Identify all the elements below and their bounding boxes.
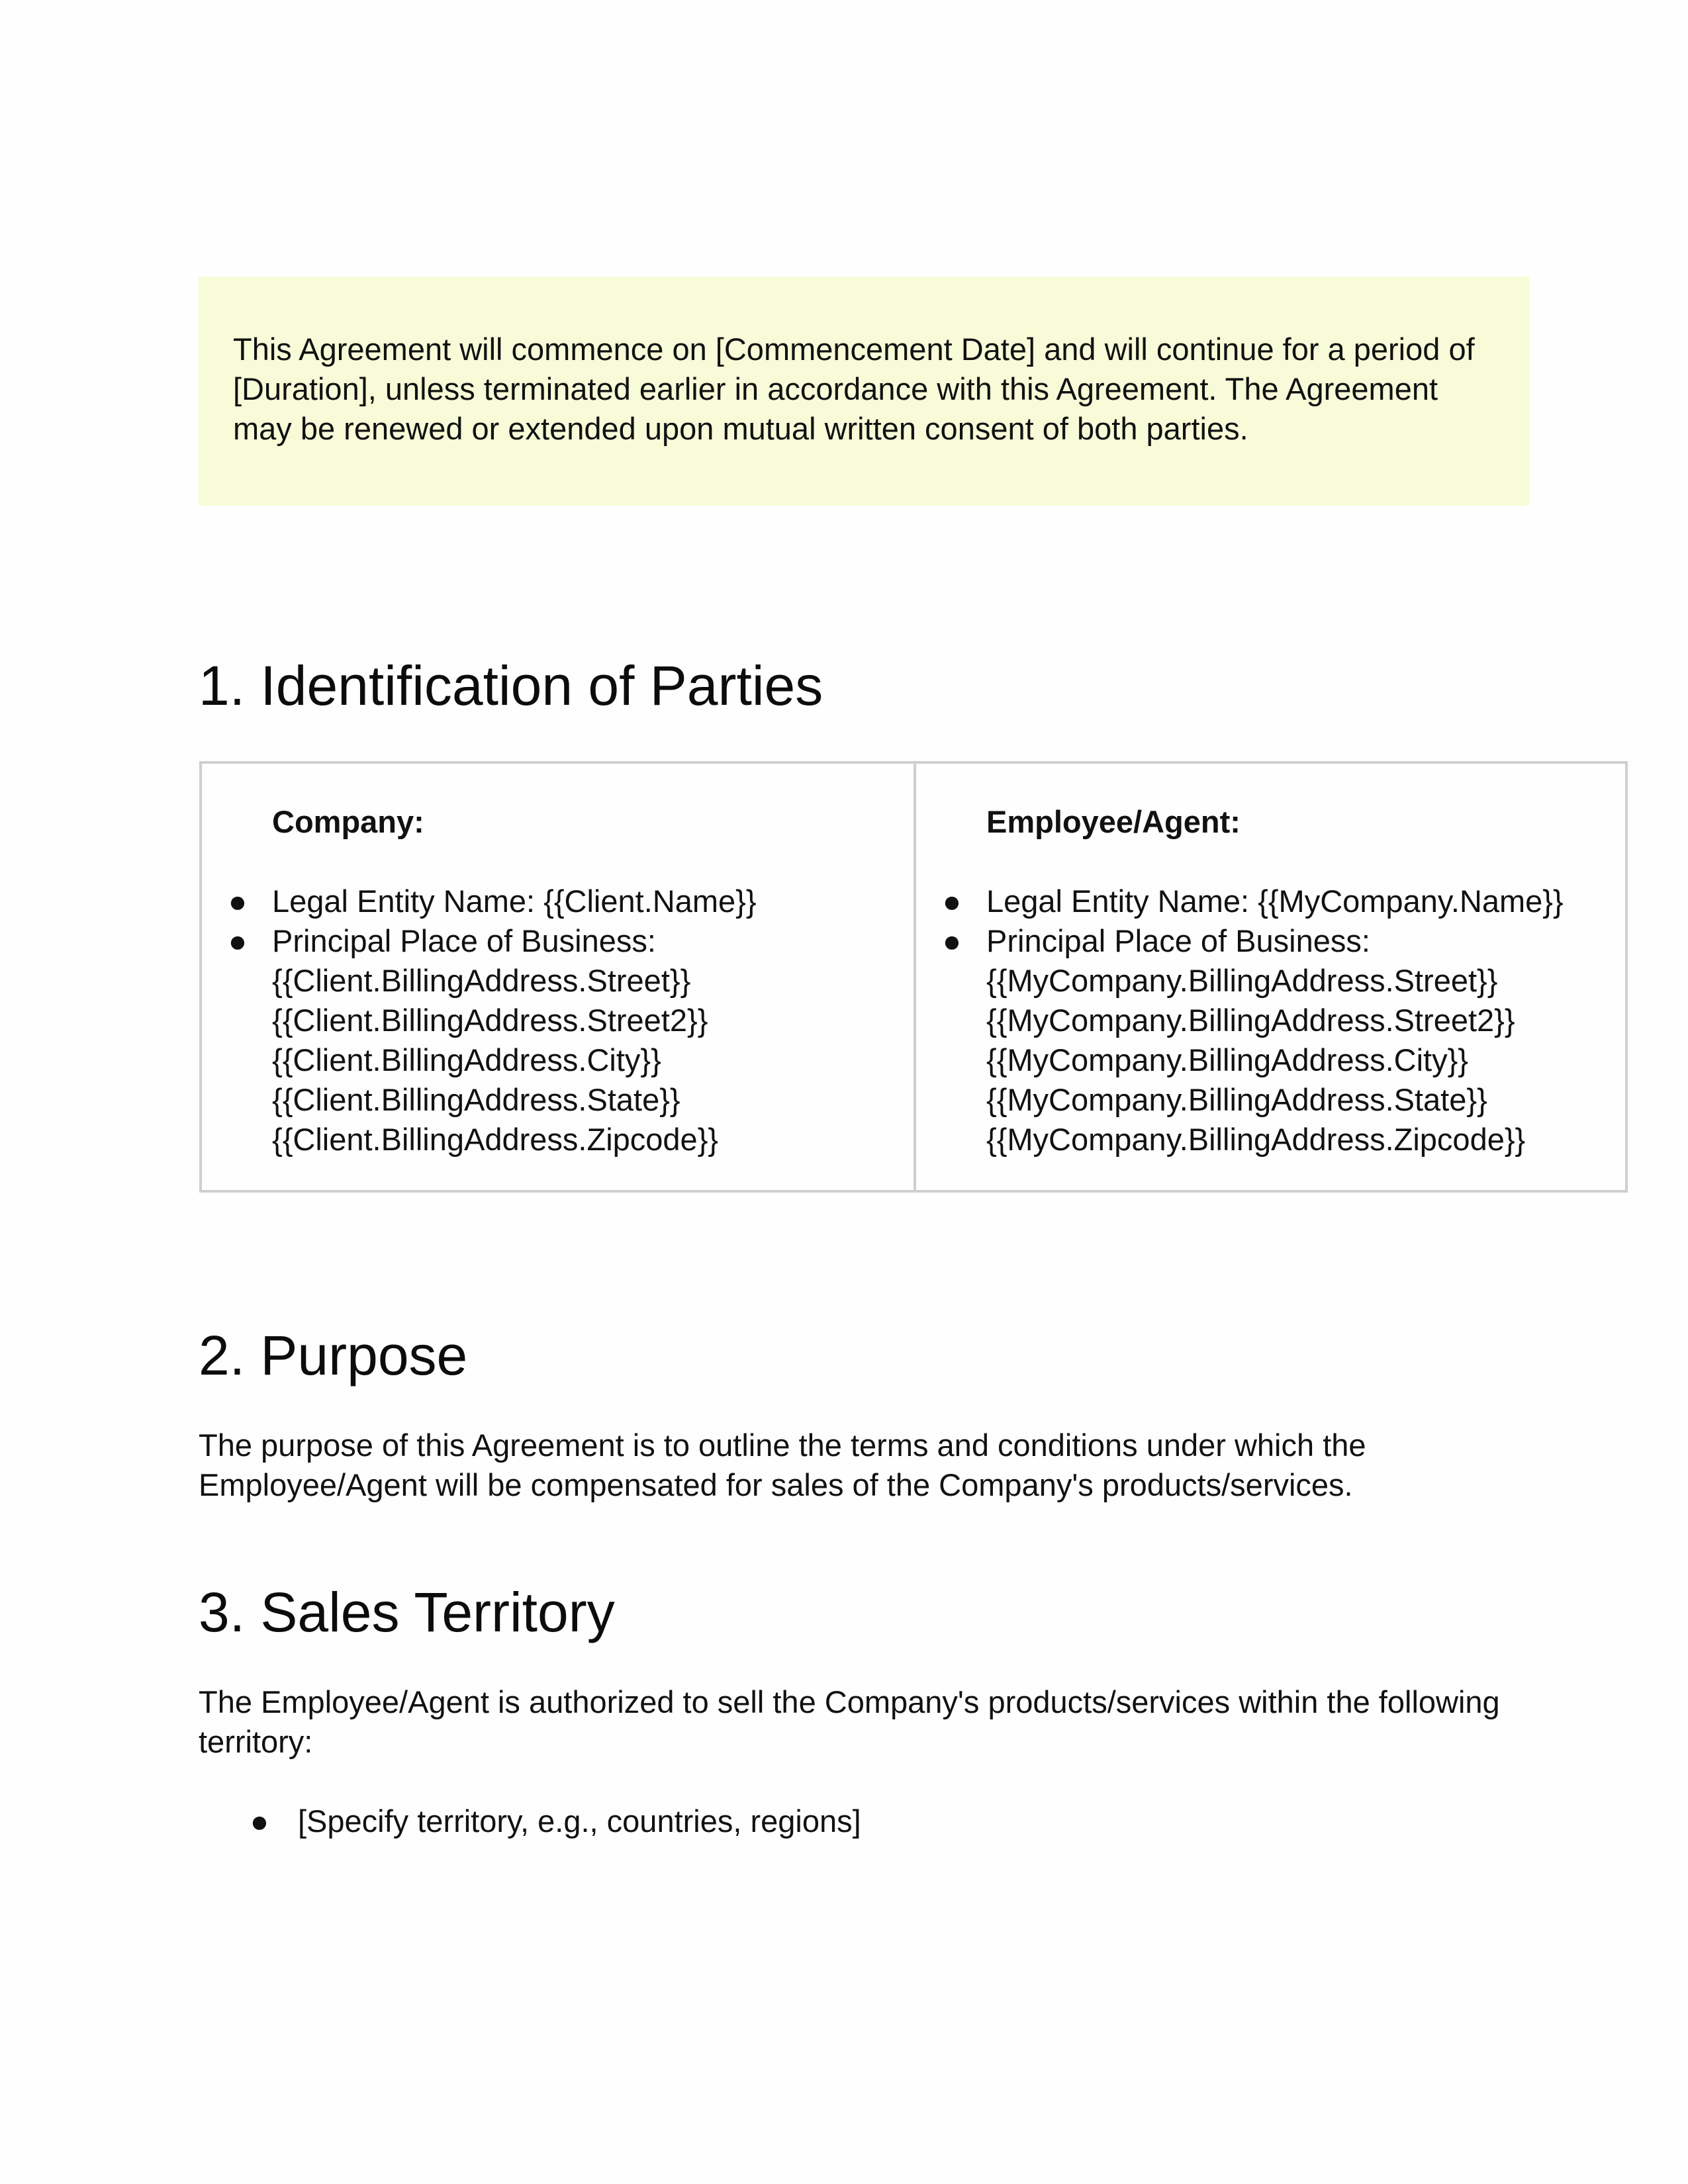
- company-title: Company:: [272, 804, 424, 839]
- list-item: [250, 1801, 861, 1841]
- section-2-heading: 2. Purpose: [199, 1324, 468, 1387]
- callout-text: This Agreement will commence on [Commencement Date] and will continue for a period of [Duration], unless terminated earlier in accordance with this Agreement. The Agreement may be renewed or extended upon mutual written consent of both parties.: [233, 332, 1475, 446]
- list-item: [228, 921, 757, 1160]
- employee-legal-entity: Legal Entity Name: {{MyCompany.Name}}: [986, 884, 1564, 919]
- purpose-paragraph: The purpose of this Agreement is to outline the terms and conditions under which the Employee/Agent will be compensated for sales of the Company's products/services.: [199, 1428, 1366, 1502]
- employee-address-city: {{MyCompany.BillingAddress.City}}: [986, 1042, 1468, 1077]
- bullet-icon: ●: [942, 923, 962, 958]
- list-item: [942, 882, 1564, 921]
- bullet-icon: ●: [228, 884, 248, 919]
- employee-title: Employee/Agent:: [986, 804, 1241, 839]
- parties-table: [199, 761, 1628, 1193]
- company-address-city: {{Client.BillingAddress.City}}: [272, 1042, 661, 1077]
- territory-list: [250, 1801, 861, 1841]
- territory-paragraph: The Employee/Agent is authorized to sell the Company's products/services within the following territory:: [199, 1684, 1500, 1759]
- company-principal-label: Principal Place of Business:: [272, 923, 656, 958]
- bullet-icon: ●: [228, 923, 248, 958]
- employee-address-street: {{MyCompany.BillingAddress.Street}}: [986, 963, 1498, 998]
- territory-item: [Specify territory, e.g., countries, regions]: [298, 1803, 861, 1839]
- bullet-icon: ●: [942, 884, 962, 919]
- company-legal-entity: Legal Entity Name: {{Client.Name}}: [272, 884, 757, 919]
- employee-column: [914, 764, 1625, 1190]
- company-column: [202, 764, 914, 1190]
- term-callout: [199, 277, 1529, 506]
- company-address-street2: {{Client.BillingAddress.Street2}}: [272, 1003, 708, 1038]
- employee-principal-label: Principal Place of Business:: [986, 923, 1370, 958]
- employee-address-zipcode: {{MyCompany.BillingAddress.Zipcode}}: [986, 1122, 1526, 1157]
- employee-address-street2: {{MyCompany.BillingAddress.Street2}}: [986, 1003, 1515, 1038]
- company-details-list: [228, 882, 757, 1160]
- employee-details-list: [942, 882, 1564, 1160]
- company-address-state: {{Client.BillingAddress.State}}: [272, 1082, 680, 1117]
- list-item: [942, 921, 1564, 1160]
- bullet-icon: ●: [250, 1803, 269, 1839]
- section-1-heading: 1. Identification of Parties: [199, 655, 823, 717]
- company-address-street: {{Client.BillingAddress.Street}}: [272, 963, 691, 998]
- employee-address-state: {{MyCompany.BillingAddress.State}}: [986, 1082, 1487, 1117]
- section-3-heading: 3. Sales Territory: [199, 1581, 615, 1643]
- list-item: [228, 882, 757, 921]
- company-address-zipcode: {{Client.BillingAddress.Zipcode}}: [272, 1122, 719, 1157]
